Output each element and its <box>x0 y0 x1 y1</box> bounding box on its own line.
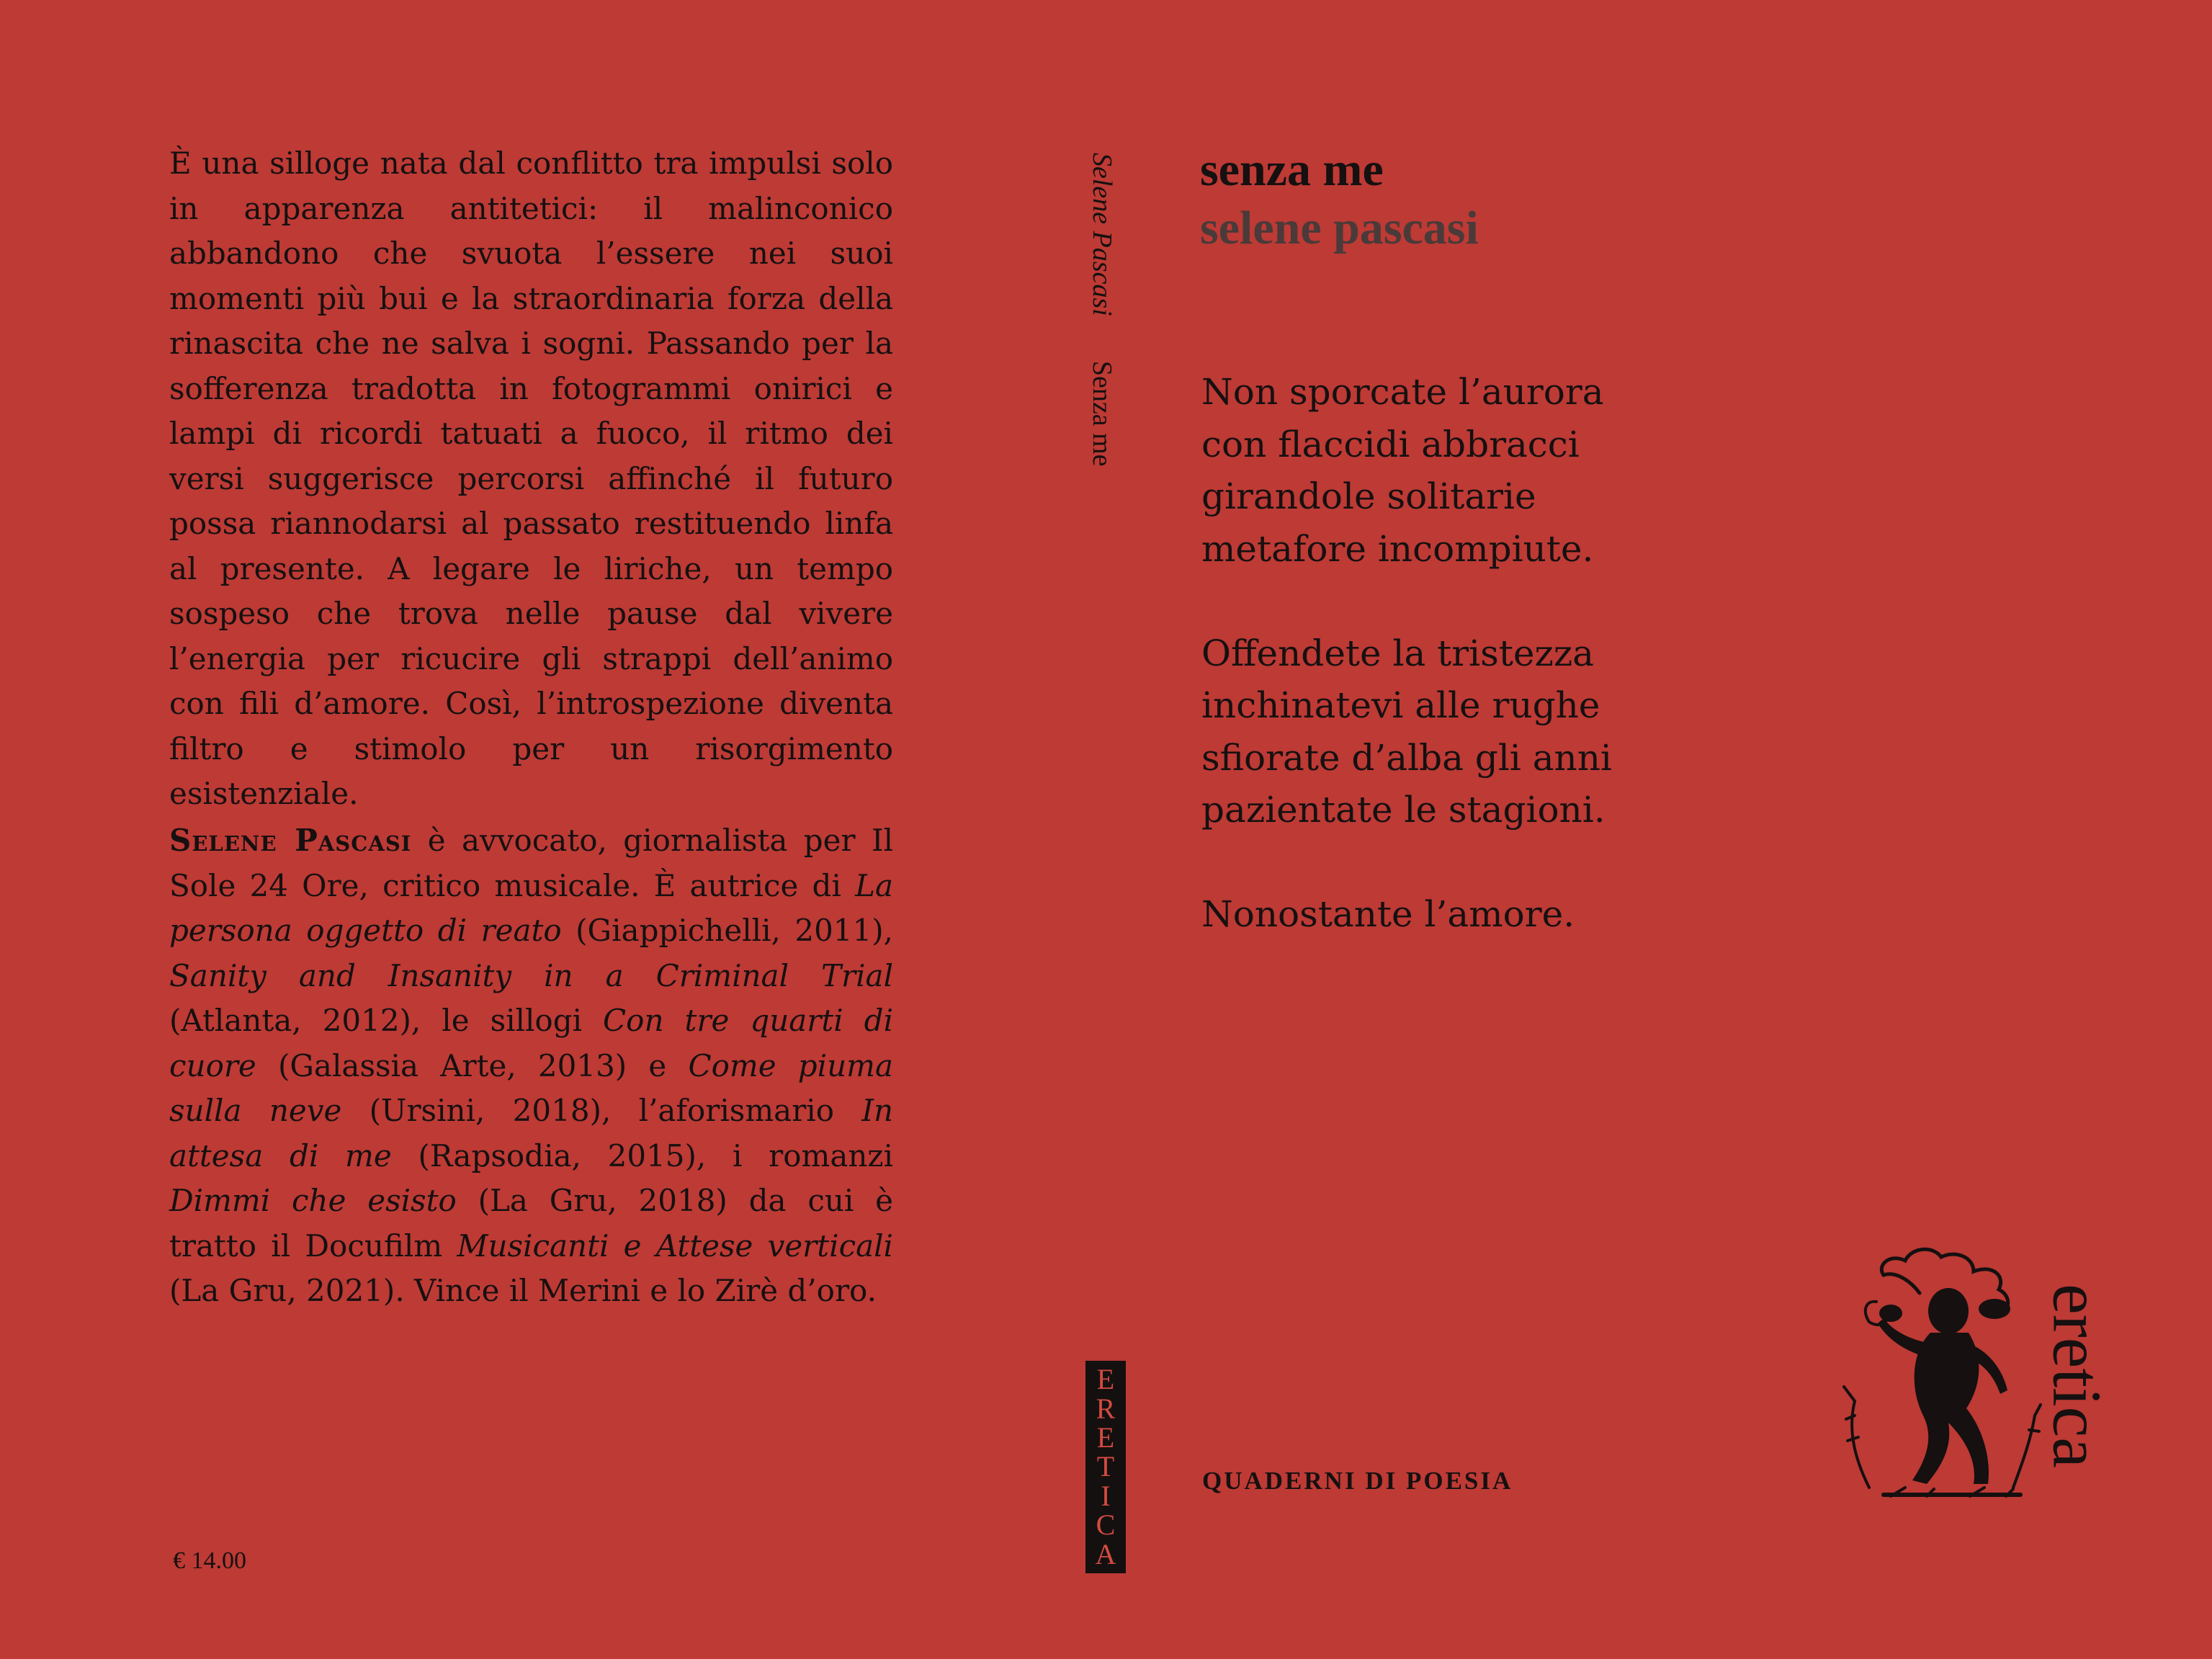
spine-title: Senza me <box>1087 360 1117 467</box>
poem-stanza <box>1201 627 1612 836</box>
bio-book-title: Sanity and Insanity in a Criminal Trial <box>169 957 893 993</box>
bio-text: (Ursini, 2018), l’aforismario <box>341 1093 862 1128</box>
publisher-wordmark <box>2033 1253 2133 1498</box>
spine-text <box>1086 153 1118 467</box>
bio-book-title: In attesa di me <box>169 1093 893 1173</box>
spine-publisher-logo <box>1085 1361 1126 1573</box>
poem-line: girandole solitarie <box>1201 475 1536 517</box>
back-cover-blurb: È una silloge nata dal conflitto tra impulsi solo in apparenza antitetici: il malinconico abbandono che svuota l’essere nei suoi momenti più bui e la straordinaria forza della rinascita che ne salva i sogni. Passando per la sofferenza tradotta in fotogrammi onirici e lampi di ricordi tatuati a fuoco, il ritmo dei versi suggerisce percorsi affinché il futuro possa riannodarsi al passato restituendo linfa al presente. A legare le liriche, un tempo sospeso che trova nelle pause dal vivere l’energia per ricucire gli strappi dell’animo con fili d’amore. Così, l’introspezione diventa filtro e stimolo per un risorgimento esistenziale. <box>169 146 893 811</box>
spine-logo-letter: C <box>1096 1508 1116 1542</box>
spine-logo-letter: E <box>1096 1363 1115 1396</box>
publisher-emblem-icon <box>1840 1243 2042 1502</box>
book-author: selene pascasi <box>1200 202 1479 254</box>
bio-text: (Giappichelli, 2011), <box>561 913 893 948</box>
poem-line: metafore incompiute. <box>1201 527 1594 570</box>
poem-line: Nonostante l’amore. <box>1201 893 1575 935</box>
series-label: QUADERNI DI POESIA <box>1202 1467 1513 1495</box>
spine-logo-letter: A <box>1095 1537 1116 1570</box>
spine-logo-letter: I <box>1101 1479 1111 1512</box>
poem-stanza <box>1201 366 1612 575</box>
poem-line: pazientate le stagioni. <box>1201 789 1606 831</box>
book-title: senza me <box>1200 143 1384 196</box>
poem-stanza <box>1201 888 1612 941</box>
bio-text: (La Gru, 2021). Vince il Merini e lo Zirè d’oro. <box>169 1273 877 1308</box>
poem-line: Offendete la tristezza <box>1201 632 1594 674</box>
bio-text: (Atlanta, 2012), le sillogi <box>169 1003 604 1038</box>
poem-line: sfiorate d’alba gli anni <box>1201 736 1612 779</box>
bio-book-title: Come piuma sulla neve <box>169 1047 893 1128</box>
spine-author: Selene Pascasi <box>1087 153 1117 316</box>
poem-line: inchinatevi alle rughe <box>1201 684 1600 726</box>
author-bio <box>169 818 893 1314</box>
bio-text: (Galassia Arte, 2013) e <box>256 1047 689 1083</box>
svg-text:eretica: eretica <box>2038 1284 2116 1468</box>
spine-logo-letter: E <box>1096 1421 1115 1454</box>
cover-poem <box>1201 366 1612 993</box>
bio-book-title: Con tre quarti di cuore <box>169 1003 894 1083</box>
bio-text: (La Gru, 2018) da cui è tratto il Docufilm <box>169 1183 893 1264</box>
bio-book-title: La persona oggetto di reato <box>169 867 893 948</box>
bio-author-name: Selene Pascasi <box>169 823 412 858</box>
bio-text: è avvocato, giornalista per Il Sole 24 Ore, critico musicale. È autrice di <box>169 823 894 903</box>
spine-logo-letter: R <box>1096 1392 1116 1425</box>
bio-text: (Rapsodia, 2015), i romanzi <box>391 1137 893 1173</box>
spine-logo-letter: T <box>1096 1450 1115 1483</box>
poem-line: Non sporcate l’aurora <box>1201 371 1604 413</box>
price-label: € 14.00 <box>173 1547 246 1574</box>
bio-book-title: Dimmi che esisto <box>169 1183 457 1218</box>
bio-book-title: Musicanti e Attese verticali <box>457 1228 893 1264</box>
poem-line: con flaccidi abbracci <box>1201 423 1580 465</box>
